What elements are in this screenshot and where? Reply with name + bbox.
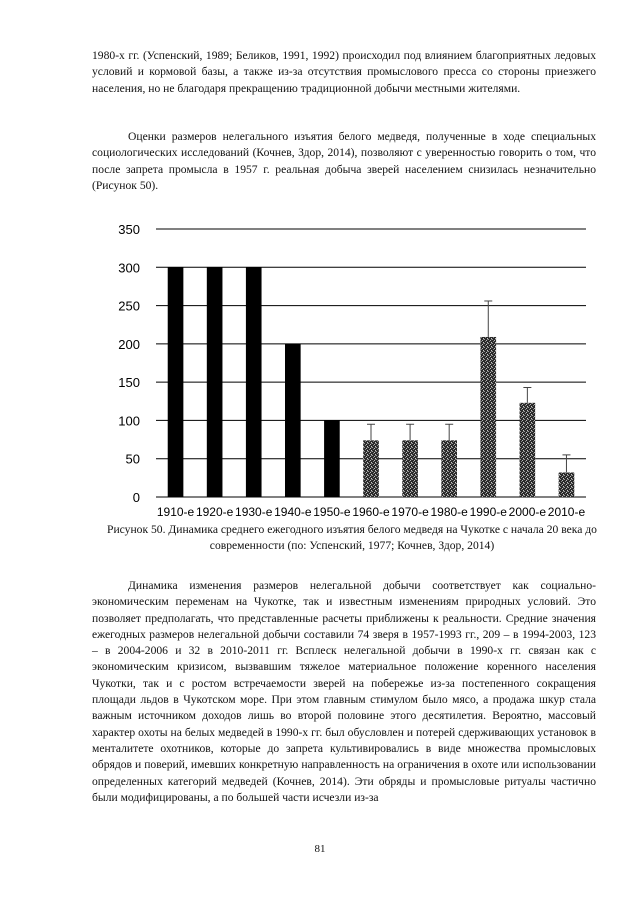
- bar-1920-е: [207, 267, 223, 497]
- x-tick-label: 1920-е: [195, 505, 234, 519]
- bar-1950-е: [324, 420, 340, 497]
- harvest-bar-chart: [108, 215, 598, 520]
- y-tick-label: 300: [118, 260, 140, 276]
- bar-1970-е: [402, 440, 418, 497]
- x-tick-label: 1950-е: [313, 505, 351, 519]
- page-number: 81: [314, 843, 326, 855]
- x-tick-label: 1910-е: [156, 505, 195, 519]
- bar-1980-е: [441, 440, 457, 497]
- label-layer: [118, 222, 585, 519]
- figure-caption: Рисунок 50. Динамика среднего ежегодного изъятия белого медведя на Чукотке с начала 20 века до современности (по: Успенский, 1977; Кочнев, Здор, 2014): [107, 523, 597, 552]
- y-tick-label: 100: [118, 413, 140, 429]
- x-tick-label: 1930-е: [235, 505, 273, 519]
- x-tick-label: 1980-е: [430, 505, 468, 519]
- bar-2010-е: [559, 472, 575, 497]
- y-tick-label: 50: [125, 451, 140, 467]
- x-tick-label: 1960-е: [352, 505, 390, 519]
- y-tick-label: 0: [132, 490, 140, 505]
- paragraph-estimates: Оценки размеров нелегального изъятия белого медведя, полученные в ходе специальных социологических исследований (Кочнев, Здор, 2014), позволяют с уверенностью говорить о том, что после запрета промысла в 1957 г. реальная добыча зверей населением снизилась незначительно (Рисунок 50).: [92, 130, 596, 192]
- bar-1990-е: [480, 337, 496, 497]
- x-tick-label: 2000-е: [508, 505, 547, 519]
- paragraph-dynamics: Динамика изменения размеров нелегальной добычи соответствует как социально-экономическим переменам на Чукотке, так и известным изменениям природных условий. Это позволяет предполагать, что представленные расчеты приближены к реальности. Средние значения ежегодных размеров нелегальной добычи составили 74 зверя в 1957-1993 гг., 209 – в 1994-2003, 123 – в 2004-2006 и 32 в 2010-2011 гг. Всплеск нелегальной добычи в 1990-х гг. связан как с экономическим кризисом, вызвавшим тяжелое материальное положение коренного населения Чукотки, так и с ростом встречаемости зверей на побережье из-за постепенного сокращения площади льдов в Чукотском море. При этом главным стимулом было мясо, а продажа шкур стала важным источником доходов лишь во второй половине этого десятилетия. Вероятно, массовый характер охоты на белых медведей в 1990-х гг. был обусловлен и потерей сдерживающих установок в менталитете охотников, которые до запрета культивировались в виде множества промысловых обрядов и поверий, имевших конкретную направленность на ограничения в охоте или использовании определенных категорий медведей (Кочнев, 2014). Эти обряды и промысловые ритуалы частично были модифицированы, а по большей части исчезли из-за: [92, 579, 596, 804]
- paragraph-intro: 1980-х гг. (Успенский, 1989; Беликов, 1991, 1992) происходил под влиянием благоприятных ледовых условий и кормовой базы, а также из-за отсутствия промыслового пресса со стороны приезжего населения, но не благодаря прекращению традиционной добычи местными жителями.: [92, 49, 596, 95]
- x-tick-label: 2010-е: [547, 505, 586, 519]
- x-tick-label: 1940-е: [274, 505, 312, 519]
- y-tick-label: 200: [118, 336, 140, 352]
- bar-2000-е: [520, 403, 536, 497]
- y-tick-label: 250: [118, 298, 140, 314]
- x-tick-label: 1990-е: [469, 505, 507, 519]
- y-tick-label: 150: [118, 375, 140, 391]
- y-tick-label: 350: [118, 222, 140, 237]
- x-tick-label: 1970-е: [391, 505, 429, 519]
- bar-1930-е: [246, 267, 262, 497]
- bar-1960-е: [363, 440, 379, 497]
- bar-1940-е: [285, 344, 301, 497]
- bar-1910-е: [168, 267, 184, 497]
